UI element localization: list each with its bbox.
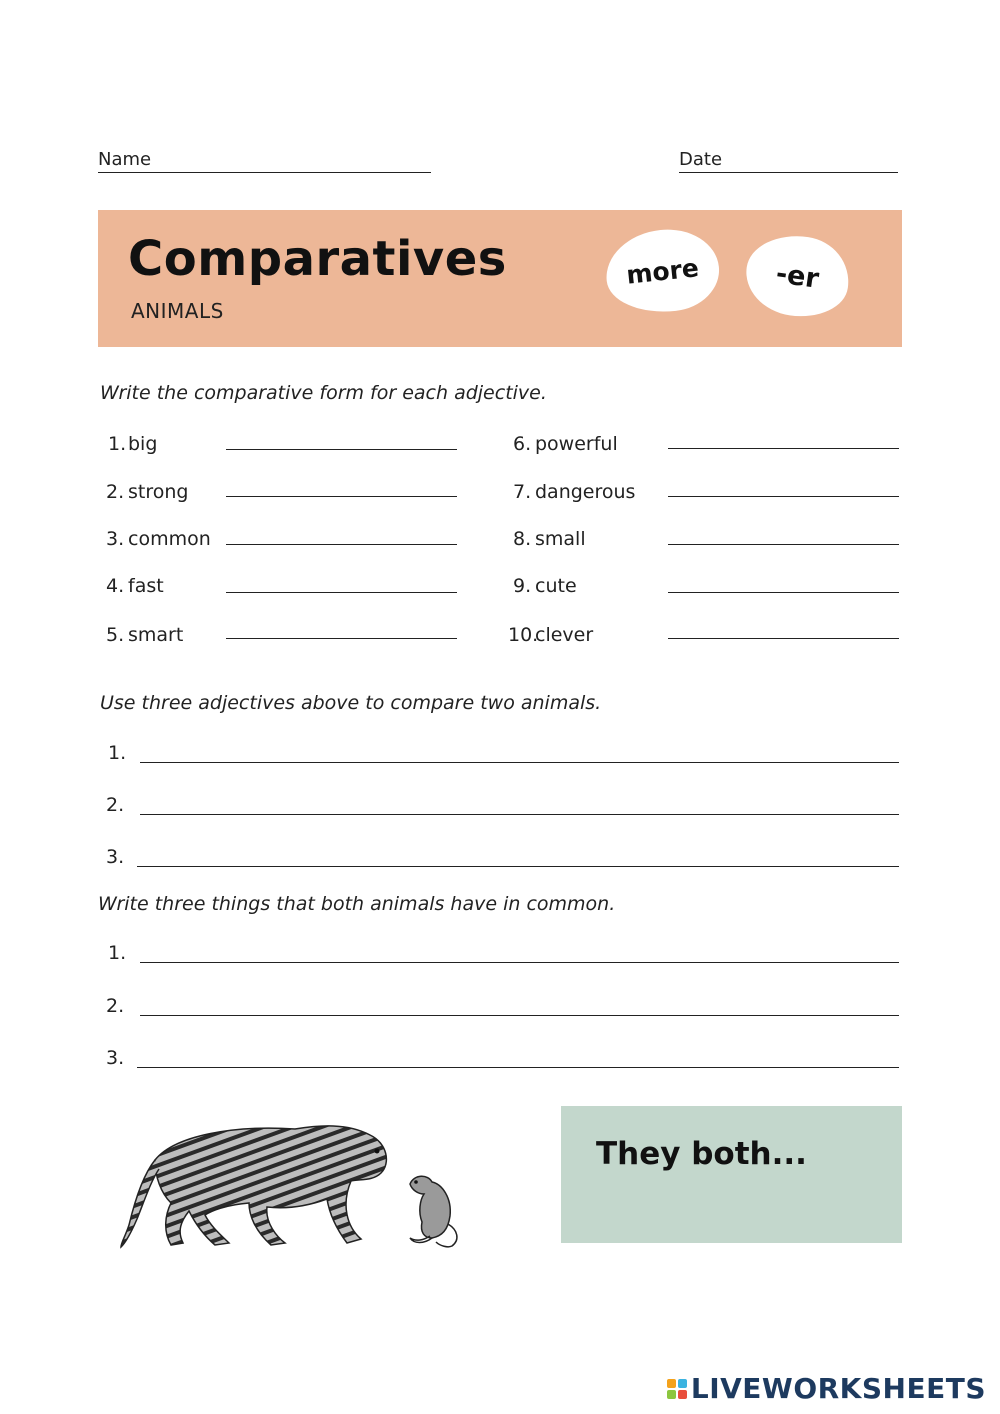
name-field[interactable] (98, 172, 431, 173)
liveworksheets-logo-icon (667, 1379, 687, 1399)
item-number: 8. (513, 528, 532, 550)
section2-instruction: Use three adjectives above to compare two animals. (100, 692, 602, 714)
answer-line[interactable] (226, 496, 457, 497)
adjective-word: strong (128, 481, 189, 503)
adjective-word: common (128, 528, 211, 550)
answer-line[interactable] (226, 638, 457, 639)
er-tag: -er (741, 229, 854, 323)
item-number: 10. (508, 624, 539, 646)
item-number: 4. (106, 575, 125, 597)
page-title: Comparatives (128, 231, 507, 287)
answer-line[interactable] (226, 544, 457, 545)
sentence-number: 1. (108, 742, 127, 764)
tiger-illustration (115, 1115, 395, 1255)
item-number: 3. (106, 528, 125, 550)
footer-brand (667, 1372, 986, 1405)
adjective-word: fast (128, 575, 164, 597)
brand-name: LIVEWORKSHEETS (690, 1372, 986, 1405)
item-number: 1. (108, 433, 127, 455)
adjective-word: cute (535, 575, 577, 597)
sentence-line[interactable] (140, 814, 899, 815)
name-label: Name (98, 149, 152, 170)
rat-illustration (402, 1170, 464, 1250)
page-subtitle: ANIMALS (131, 299, 224, 323)
sentence-line[interactable] (140, 762, 899, 763)
answer-line[interactable] (668, 448, 899, 449)
adjective-word: smart (128, 624, 184, 646)
adjective-word: powerful (535, 433, 618, 455)
sentence-line[interactable] (137, 866, 899, 867)
item-number: 2. (106, 481, 125, 503)
item-number: 9. (513, 575, 532, 597)
item-number: 6. (513, 433, 532, 455)
more-tag: more (602, 224, 723, 317)
answer-line[interactable] (668, 592, 899, 593)
they-both-heading: They both... (596, 1136, 807, 1172)
sentence-line[interactable] (137, 1067, 899, 1068)
sentence-line[interactable] (140, 962, 899, 963)
adjective-word: dangerous (535, 481, 636, 503)
item-number: 5. (106, 624, 125, 646)
answer-line[interactable] (226, 449, 457, 450)
section3-instruction: Write three things that both animals have in common. (98, 893, 616, 915)
answer-line[interactable] (226, 592, 457, 593)
adjective-word: big (128, 433, 158, 455)
item-number: 7. (513, 481, 532, 503)
sentence-number: 2. (106, 794, 125, 816)
answer-line[interactable] (668, 544, 899, 545)
sentence-number: 1. (108, 942, 127, 964)
section1-instruction: Write the comparative form for each adjective. (100, 382, 547, 404)
date-field[interactable] (679, 172, 898, 173)
sentence-number: 3. (106, 846, 125, 868)
sentence-number: 2. (106, 995, 125, 1017)
they-both-box (561, 1106, 902, 1243)
sentence-number: 3. (106, 1047, 125, 1069)
answer-line[interactable] (668, 496, 899, 497)
answer-line[interactable] (668, 638, 899, 639)
sentence-line[interactable] (140, 1015, 899, 1016)
adjective-word: small (535, 528, 586, 550)
date-label: Date (679, 149, 723, 170)
adjective-word: clever (535, 624, 594, 646)
